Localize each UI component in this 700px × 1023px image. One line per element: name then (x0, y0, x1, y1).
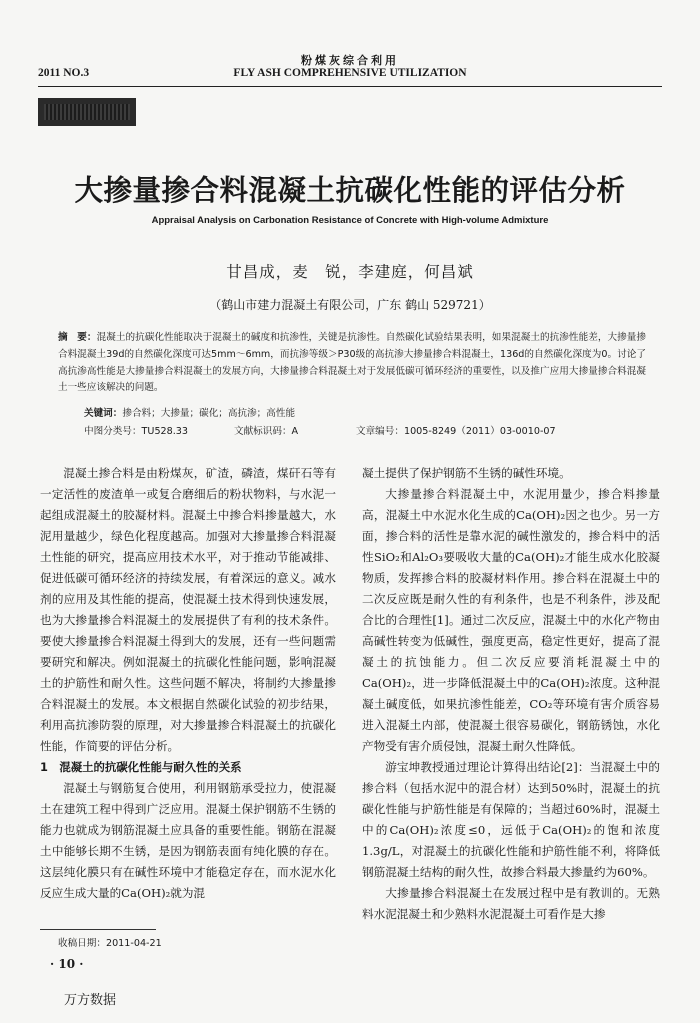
page-number: · 10 · (50, 957, 84, 971)
keywords-label: 关键词： (84, 408, 123, 419)
article-meta (84, 423, 644, 439)
issue-number: 2011 NO.3 (38, 67, 90, 79)
paper-title-en: Appraisal Analysis on Carbonation Resistance of Concrete with High-volume Admixture (151, 215, 549, 226)
affiliation: （鹤山市建力混凝土有限公司，广东 鹤山 529721） (209, 298, 491, 312)
keywords-text: 掺合料；大掺量；碳化；高抗渗；高性能 (122, 408, 296, 419)
paragraph: 混凝土与钢筋复合使用，利用钢筋承受拉力，使混凝土在建筑工程中得到广泛应用。混凝土保护钢筋不生锈的能力也就成为钢筋混凝土应具备的重要性能。钢筋在混凝土中能够长期不生锈，是因为钢筋表面有纯化膜的存在。这层纯化膜只有在碱性环境中才能稳定存在，而水泥水化反应生成大量的Ca(OH)₂就为混 (40, 781, 336, 900)
journal-name-cn: 粉煤灰综合利用 (301, 54, 399, 67)
body-column-left (40, 463, 336, 904)
paragraph: 大掺量掺合料混凝土中，水泥用量少，掺合料掺量高，混凝土中水泥水化生成的Ca(OH)₂因之也少。另一方面，掺合料的活性是靠水泥的碱性激发的，掺合料中的活性SiO₂和Al₂O₃要吸收大量的Ca(OH)₂才能生成水化胶凝物质，发挥掺合料的胶凝材料作用。掺合料在混凝土中的二次反应既是耐久性的有利条件，也是不利条件，涉及配合比的合理性[1]。通过二次反应，混凝土中的水化产物由高碱性转变为低碱性，强度更高，稳定性更好，提高了混凝土的抗蚀能力。但二次反应要消耗混凝土中的Ca(OH)₂，进一步降低混凝土中的Ca(OH)₂浓度。这种混凝土碱度低，如果抗渗性能差，CO₂等环境有害介质容易进入混凝土内部，使混凝土很容易碳化，钢筋锈蚀，水化产物受有害介质侵蚀，混凝土耐久性降低。 (362, 487, 660, 753)
header-rule (38, 86, 662, 87)
footnote-rule (40, 929, 156, 930)
abstract (58, 330, 646, 397)
journal-name-en: FLY ASH COMPREHENSIVE UTILIZATION (233, 67, 467, 79)
article-number: 文章编号：1005-8249（2011）03-0010-07 (356, 426, 556, 437)
watermark: 万方数据 (64, 993, 117, 1008)
received-date: 收稿日期：2011-04-21 (58, 938, 162, 949)
paper-title: 大掺量掺合料混凝土抗碳化性能的评估分析 (74, 174, 626, 207)
paragraph: 游宝坤教授通过理论计算得出结论[2]：当混凝土中的掺合料（包括水泥中的混合材）达到50%时，混凝土的抗碳化性能与护筋性能是有保障的；当超过60%时，混凝土中的Ca(OH)₂浓度≤0，远低于Ca(OH)₂的饱和浓度1.3g/L，对混凝土的抗碳化性能和护筋性能不利，将降低钢筋混凝土结构的耐久性，故掺合料最大掺量约为60%。 (362, 760, 660, 879)
body-column-right (362, 463, 660, 925)
clc-number: 中图分类号：TU528.33 (84, 426, 189, 437)
running-header (38, 67, 662, 85)
section-badge (38, 98, 136, 126)
paragraph: 混凝土掺合料是由粉煤灰，矿渣，磷渣，煤矸石等有一定活性的废渣单一或复合磨细后的粉状物料，与水泥一起组成混凝土的胶凝材料。混凝土中掺合料掺量越大，水泥用量越少，绿色化程度越高。加强对大掺量掺合料混凝土性能的研究，提高应用技术水平，对于推动节能减排、促进低碳可循环经济的持续发展，有着深远的意义。减水剂的应用及其性能的提高，使混凝土技术得到快速发展，也为大掺量掺合料混凝土的发展提供了有利的技术条件。要使大掺量掺合料混凝土得到大的发展，还有一些问题需要研究和解决。例如混凝土的抗碳化性能问题，影响混凝土的护筋性和耐久性。这些问题不解决，将制约大掺量掺合料混凝土的发展。本文根据自然碳化试验的初步结果，利用高抗渗防裂的原理，对大掺量掺合料混凝土的抗碳化性能，作简要的评估分析。 (40, 466, 336, 753)
abstract-label: 摘 要： (58, 332, 97, 343)
authors: 甘昌成，麦 锐，李建庭，何昌斌 (226, 263, 474, 281)
section-heading: 1 混凝土的抗碳化性能与耐久性的关系 (40, 760, 242, 774)
paragraph: 凝土提供了保护钢筋不生锈的碱性环境。 (362, 466, 571, 480)
document-code: 文献标识码：A (234, 426, 299, 437)
keywords (84, 405, 295, 419)
paragraph: 大掺量掺合料混凝土在发展过程中是有教训的。无熟料水泥混凝土和少熟料水泥混凝土可看作是大掺 (362, 886, 660, 921)
abstract-text: 混凝土的抗碳化性能取决于混凝土的碱度和抗渗性，关键是抗渗性。自然碳化试验结果表明，如果混凝土的抗渗性能差，大掺量掺合料混凝土39d的自然碳化深度可达5mm～6mm，而抗渗等级＞P30级的高抗渗大掺量掺合料混凝土，136d的自然碳化深度为0。讨论了高抗渗高性能是大掺量掺合料混凝土的发展方向，大掺量掺合料混凝土对于发展低碳可循环经济的重要性，以及推广应用大掺量掺合料混凝土一些应该解决的问题。 (58, 332, 647, 394)
